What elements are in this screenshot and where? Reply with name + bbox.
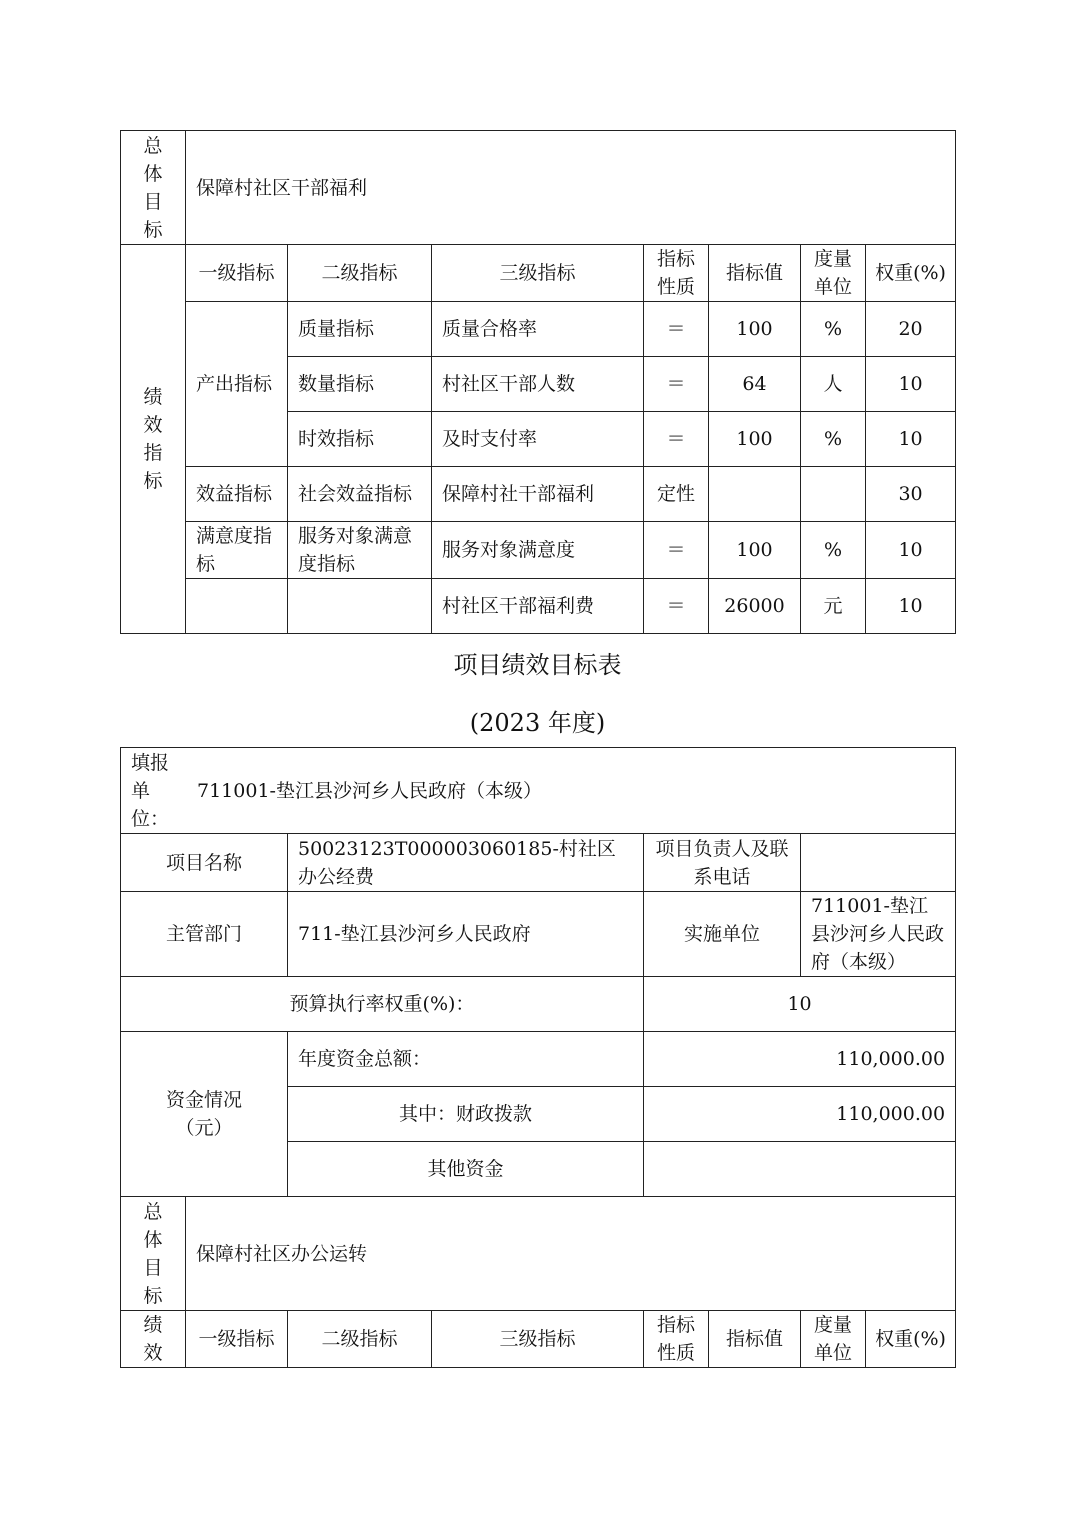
level2-cell: 数量指标 [288, 357, 432, 412]
output-indicator-label: 产出指标 [186, 302, 288, 467]
header-unit: 度量单位 [801, 1311, 866, 1368]
nature-cell: ＝ [644, 412, 709, 467]
value-cell: 64 [709, 357, 801, 412]
weight-cell: 10 [866, 522, 956, 579]
budget-rate-value: 10 [644, 977, 956, 1032]
dept-value: 711-垫江县沙河乡人民政府 [288, 892, 644, 977]
header-level3: 三级指标 [432, 1311, 644, 1368]
benefit-indicator-label: 效益指标 [186, 467, 288, 522]
nature-cell: ＝ [644, 579, 709, 634]
table-row [121, 579, 956, 634]
header-value: 指标值 [709, 245, 801, 302]
contact-value [801, 834, 956, 892]
overall-goal-label: 总 体 目 标 [121, 1197, 186, 1311]
value-cell [709, 467, 801, 522]
weight-cell: 10 [866, 357, 956, 412]
value-cell: 100 [709, 412, 801, 467]
level3-cell: 保障村社干部福利 [432, 467, 644, 522]
performance-target-table [120, 747, 956, 1368]
value-cell: 100 [709, 522, 801, 579]
table-row [121, 467, 956, 522]
level2-cell: 社会效益指标 [288, 467, 432, 522]
funds-other-value [644, 1142, 956, 1197]
unit-cell [801, 467, 866, 522]
reporting-unit-label: 填报 单 位： [131, 751, 170, 830]
contact-label: 项目负责人及联系电话 [644, 834, 801, 892]
unit-cell: % [801, 412, 866, 467]
nature-cell: ＝ [644, 357, 709, 412]
nature-cell: ＝ [644, 522, 709, 579]
performance-table-continued [120, 130, 956, 634]
overall-goal-text: 保障村社区办公运转 [186, 1197, 956, 1311]
weight-cell: 10 [866, 412, 956, 467]
satisfaction-indicator-label: 满意度指标 [186, 522, 288, 579]
level1-cell-empty [186, 579, 288, 634]
level3-cell: 服务对象满意度 [432, 522, 644, 579]
level2-cell: 服务对象满意度指标 [288, 522, 432, 579]
value-cell: 26000 [709, 579, 801, 634]
level3-cell: 村社区干部人数 [432, 357, 644, 412]
header-level1: 一级指标 [186, 245, 288, 302]
header-level1: 一级指标 [186, 1311, 288, 1368]
impl-unit-value: 711001-垫江县沙河乡人民政府（本级） [801, 892, 956, 977]
overall-goal-label: 总 体 目 标 [121, 131, 186, 245]
header-level2: 二级指标 [288, 1311, 432, 1368]
perf-indicator-label: 绩 效 指 标 [121, 245, 186, 634]
impl-unit-label: 实施单位 [644, 892, 801, 977]
weight-cell: 10 [866, 579, 956, 634]
reporting-unit-value: 711001-垫江县沙河乡人民政府（本级） [197, 779, 542, 802]
weight-cell: 30 [866, 467, 956, 522]
unit-cell: 元 [801, 579, 866, 634]
overall-goal-text: 保障村社区干部福利 [186, 131, 956, 245]
unit-cell: 人 [801, 357, 866, 412]
nature-cell: 定性 [644, 467, 709, 522]
header-weight: 权重(%) [866, 245, 956, 302]
weight-cell: 20 [866, 302, 956, 357]
level2-cell: 时效指标 [288, 412, 432, 467]
unit-cell: % [801, 522, 866, 579]
project-name-label: 项目名称 [121, 834, 288, 892]
funds-fiscal-value: 110,000.00 [644, 1087, 956, 1142]
level3-cell: 村社区干部福利费 [432, 579, 644, 634]
perf-indicator-label: 绩 效 [121, 1311, 186, 1368]
table-row [121, 522, 956, 579]
page-title: 项目绩效目标表 [453, 651, 622, 679]
funds-fiscal-label: 其中：财政拨款 [288, 1087, 644, 1142]
level2-cell [288, 579, 432, 634]
table-row [121, 302, 956, 357]
value-cell: 100 [709, 302, 801, 357]
level3-cell: 质量合格率 [432, 302, 644, 357]
dept-label: 主管部门 [121, 892, 288, 977]
project-name-value: 50023123T000003060185-村社区办公经费 [288, 834, 644, 892]
header-nature: 指标性质 [644, 1311, 709, 1368]
header-level2: 二级指标 [288, 245, 432, 302]
unit-cell: % [801, 302, 866, 357]
nature-cell: ＝ [644, 302, 709, 357]
level3-cell: 及时支付率 [432, 412, 644, 467]
funds-label: 资金情况（元） [121, 1032, 288, 1197]
header-nature: 指标性质 [644, 245, 709, 302]
reporting-unit-row [121, 748, 956, 834]
level2-cell: 质量指标 [288, 302, 432, 357]
header-level3: 三级指标 [432, 245, 644, 302]
header-value: 指标值 [709, 1311, 801, 1368]
budget-rate-label: 预算执行率权重(%)： [121, 977, 644, 1032]
header-weight: 权重(%) [866, 1311, 956, 1368]
funds-other-label: 其他资金 [288, 1142, 644, 1197]
header-unit: 度量单位 [801, 245, 866, 302]
page-subtitle: (2023 年度) [469, 709, 606, 737]
funds-total-label: 年度资金总额： [288, 1032, 644, 1087]
funds-total-value: 110,000.00 [644, 1032, 956, 1087]
